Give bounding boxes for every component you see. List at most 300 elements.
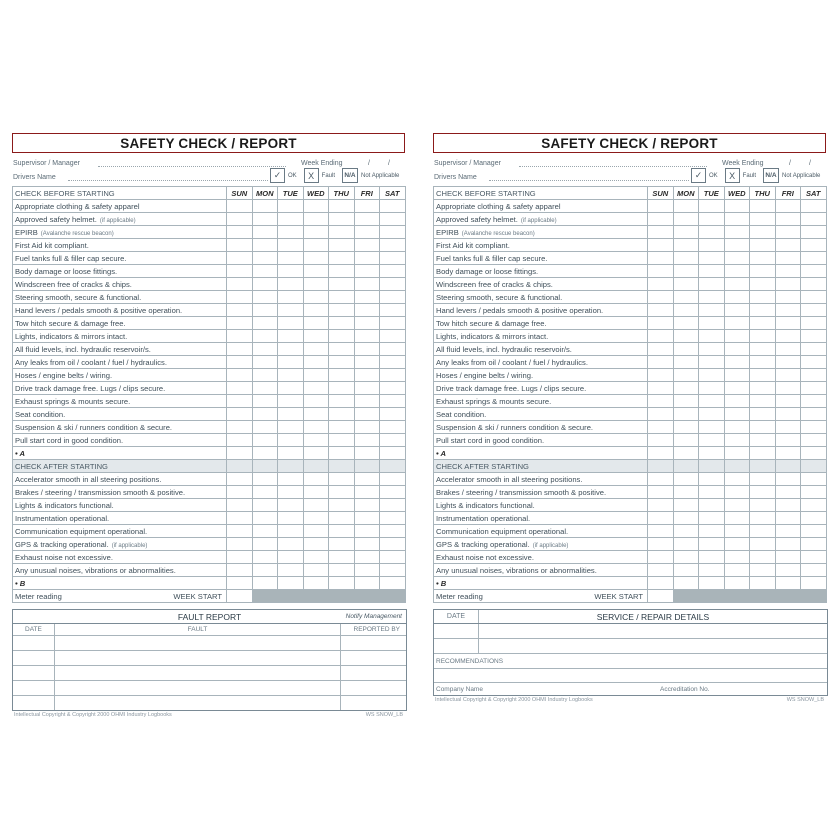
check-cell-fri[interactable] [775, 213, 801, 226]
check-cell-mon[interactable] [252, 564, 278, 577]
check-cell-mon[interactable] [673, 239, 699, 252]
check-cell-sat[interactable] [380, 278, 406, 291]
check-cell-mon[interactable] [673, 369, 699, 382]
check-cell-sun[interactable] [648, 564, 674, 577]
signoff-cell[interactable] [750, 577, 776, 590]
check-cell-tue[interactable] [278, 434, 304, 447]
check-cell-sun[interactable] [227, 512, 253, 525]
check-cell-sat[interactable] [801, 239, 827, 252]
check-cell-tue[interactable] [699, 564, 725, 577]
signoff-cell[interactable] [724, 577, 750, 590]
check-cell-sat[interactable] [380, 499, 406, 512]
signoff-cell[interactable] [724, 447, 750, 460]
check-cell-wed[interactable] [303, 265, 329, 278]
check-cell-wed[interactable] [724, 421, 750, 434]
check-cell-mon[interactable] [673, 486, 699, 499]
service-row[interactable] [434, 624, 827, 639]
signoff-cell[interactable] [648, 577, 674, 590]
check-cell-mon[interactable] [673, 291, 699, 304]
check-cell-fri[interactable] [775, 551, 801, 564]
check-cell-sat[interactable] [801, 551, 827, 564]
check-cell-thu[interactable] [750, 317, 776, 330]
check-cell-thu[interactable] [329, 551, 355, 564]
check-cell-tue[interactable] [278, 538, 304, 551]
signoff-cell[interactable] [303, 577, 329, 590]
check-cell-tue[interactable] [278, 369, 304, 382]
service-row[interactable] [434, 639, 827, 654]
check-cell-wed[interactable] [303, 369, 329, 382]
check-cell-thu[interactable] [329, 226, 355, 239]
signoff-cell[interactable] [380, 577, 406, 590]
check-cell-tue[interactable] [278, 317, 304, 330]
check-cell-tue[interactable] [278, 551, 304, 564]
check-cell-wed[interactable] [724, 317, 750, 330]
check-cell-tue[interactable] [699, 525, 725, 538]
check-cell-tue[interactable] [278, 395, 304, 408]
check-cell-mon[interactable] [673, 538, 699, 551]
check-cell-sat[interactable] [380, 512, 406, 525]
check-cell-wed[interactable] [303, 538, 329, 551]
check-cell-wed[interactable] [724, 486, 750, 499]
check-cell-wed[interactable] [303, 291, 329, 304]
check-cell-fri[interactable] [354, 343, 380, 356]
check-cell-tue[interactable] [278, 291, 304, 304]
check-cell-sat[interactable] [380, 304, 406, 317]
check-cell-wed[interactable] [303, 421, 329, 434]
check-cell-tue[interactable] [699, 486, 725, 499]
check-cell-thu[interactable] [329, 525, 355, 538]
check-cell-wed[interactable] [724, 265, 750, 278]
check-cell-mon[interactable] [673, 525, 699, 538]
signoff-cell[interactable] [673, 577, 699, 590]
check-cell-mon[interactable] [252, 265, 278, 278]
check-cell-sun[interactable] [648, 408, 674, 421]
check-cell-thu[interactable] [329, 499, 355, 512]
check-cell-tue[interactable] [699, 434, 725, 447]
check-cell-thu[interactable] [750, 356, 776, 369]
signoff-cell[interactable] [801, 577, 827, 590]
check-cell-fri[interactable] [354, 538, 380, 551]
check-cell-sat[interactable] [801, 512, 827, 525]
check-cell-fri[interactable] [354, 200, 380, 213]
check-cell-sat[interactable] [801, 343, 827, 356]
check-cell-fri[interactable] [354, 304, 380, 317]
check-cell-thu[interactable] [750, 434, 776, 447]
check-cell-sat[interactable] [801, 200, 827, 213]
check-cell-mon[interactable] [252, 304, 278, 317]
check-cell-tue[interactable] [699, 200, 725, 213]
check-cell-fri[interactable] [354, 291, 380, 304]
signoff-cell[interactable] [750, 447, 776, 460]
check-cell-mon[interactable] [673, 512, 699, 525]
check-cell-sun[interactable] [227, 343, 253, 356]
check-cell-mon[interactable] [252, 317, 278, 330]
check-cell-sat[interactable] [801, 486, 827, 499]
check-cell-thu[interactable] [750, 213, 776, 226]
check-cell-sun[interactable] [227, 434, 253, 447]
check-cell-sat[interactable] [801, 317, 827, 330]
check-cell-mon[interactable] [673, 421, 699, 434]
check-cell-sun[interactable] [648, 213, 674, 226]
check-cell-wed[interactable] [303, 486, 329, 499]
check-cell-wed[interactable] [303, 473, 329, 486]
check-cell-fri[interactable] [354, 512, 380, 525]
check-cell-tue[interactable] [699, 291, 725, 304]
check-cell-mon[interactable] [673, 226, 699, 239]
signoff-cell[interactable] [775, 447, 801, 460]
check-cell-sun[interactable] [227, 200, 253, 213]
check-cell-mon[interactable] [673, 278, 699, 291]
check-cell-wed[interactable] [724, 239, 750, 252]
check-cell-fri[interactable] [354, 382, 380, 395]
check-cell-mon[interactable] [673, 213, 699, 226]
check-cell-sun[interactable] [648, 330, 674, 343]
check-cell-sat[interactable] [380, 538, 406, 551]
check-cell-wed[interactable] [724, 369, 750, 382]
signoff-cell[interactable] [227, 577, 253, 590]
check-cell-sat[interactable] [801, 434, 827, 447]
check-cell-wed[interactable] [303, 408, 329, 421]
check-cell-sun[interactable] [648, 395, 674, 408]
check-cell-wed[interactable] [724, 551, 750, 564]
signoff-cell[interactable] [303, 447, 329, 460]
check-cell-sun[interactable] [648, 304, 674, 317]
check-cell-sun[interactable] [648, 252, 674, 265]
check-cell-sun[interactable] [648, 486, 674, 499]
check-cell-sun[interactable] [648, 551, 674, 564]
check-cell-tue[interactable] [278, 278, 304, 291]
check-cell-fri[interactable] [775, 226, 801, 239]
check-cell-thu[interactable] [750, 278, 776, 291]
check-cell-sun[interactable] [227, 317, 253, 330]
check-cell-wed[interactable] [303, 512, 329, 525]
check-cell-thu[interactable] [750, 239, 776, 252]
check-cell-thu[interactable] [329, 343, 355, 356]
check-cell-mon[interactable] [252, 382, 278, 395]
check-cell-thu[interactable] [750, 538, 776, 551]
check-cell-fri[interactable] [775, 278, 801, 291]
check-cell-wed[interactable] [724, 213, 750, 226]
check-cell-fri[interactable] [775, 382, 801, 395]
signoff-cell[interactable] [278, 447, 304, 460]
signoff-cell[interactable] [673, 447, 699, 460]
check-cell-wed[interactable] [724, 434, 750, 447]
check-cell-sun[interactable] [227, 304, 253, 317]
check-cell-sun[interactable] [227, 421, 253, 434]
check-cell-mon[interactable] [673, 265, 699, 278]
check-cell-sun[interactable] [648, 356, 674, 369]
check-cell-fri[interactable] [775, 304, 801, 317]
check-cell-tue[interactable] [278, 356, 304, 369]
check-cell-fri[interactable] [354, 239, 380, 252]
check-cell-wed[interactable] [724, 304, 750, 317]
check-cell-thu[interactable] [329, 291, 355, 304]
check-cell-sun[interactable] [227, 473, 253, 486]
check-cell-mon[interactable] [673, 343, 699, 356]
check-cell-sat[interactable] [801, 538, 827, 551]
recommendations-field[interactable] [434, 669, 827, 683]
check-cell-tue[interactable] [699, 226, 725, 239]
check-cell-wed[interactable] [724, 473, 750, 486]
check-cell-fri[interactable] [354, 499, 380, 512]
check-cell-fri[interactable] [775, 434, 801, 447]
check-cell-mon[interactable] [673, 356, 699, 369]
check-cell-sat[interactable] [380, 382, 406, 395]
check-cell-sun[interactable] [227, 330, 253, 343]
check-cell-sat[interactable] [380, 551, 406, 564]
check-cell-mon[interactable] [673, 551, 699, 564]
check-cell-mon[interactable] [252, 226, 278, 239]
check-cell-wed[interactable] [303, 226, 329, 239]
check-cell-wed[interactable] [303, 356, 329, 369]
check-cell-thu[interactable] [750, 408, 776, 421]
check-cell-tue[interactable] [699, 512, 725, 525]
check-cell-thu[interactable] [750, 473, 776, 486]
check-cell-thu[interactable] [750, 291, 776, 304]
check-cell-mon[interactable] [252, 499, 278, 512]
check-cell-tue[interactable] [699, 499, 725, 512]
check-cell-sat[interactable] [801, 564, 827, 577]
check-cell-fri[interactable] [775, 408, 801, 421]
check-cell-tue[interactable] [699, 538, 725, 551]
check-cell-sun[interactable] [648, 200, 674, 213]
check-cell-thu[interactable] [329, 408, 355, 421]
check-cell-sun[interactable] [227, 213, 253, 226]
check-cell-thu[interactable] [750, 512, 776, 525]
check-cell-wed[interactable] [724, 343, 750, 356]
fault-row[interactable] [13, 681, 406, 696]
check-cell-wed[interactable] [303, 564, 329, 577]
check-cell-mon[interactable] [252, 252, 278, 265]
check-cell-mon[interactable] [673, 304, 699, 317]
signoff-cell[interactable] [775, 577, 801, 590]
check-cell-thu[interactable] [329, 278, 355, 291]
check-cell-tue[interactable] [278, 564, 304, 577]
check-cell-tue[interactable] [699, 317, 725, 330]
check-cell-fri[interactable] [775, 200, 801, 213]
check-cell-thu[interactable] [750, 252, 776, 265]
check-cell-sun[interactable] [227, 252, 253, 265]
check-cell-sat[interactable] [801, 252, 827, 265]
check-cell-tue[interactable] [699, 395, 725, 408]
check-cell-wed[interactable] [303, 343, 329, 356]
check-cell-wed[interactable] [724, 564, 750, 577]
check-cell-mon[interactable] [252, 551, 278, 564]
check-cell-sat[interactable] [801, 382, 827, 395]
check-cell-fri[interactable] [354, 265, 380, 278]
check-cell-mon[interactable] [252, 538, 278, 551]
check-cell-thu[interactable] [329, 356, 355, 369]
check-cell-mon[interactable] [673, 330, 699, 343]
check-cell-sat[interactable] [380, 343, 406, 356]
check-cell-tue[interactable] [278, 486, 304, 499]
check-cell-tue[interactable] [278, 343, 304, 356]
check-cell-sun[interactable] [648, 343, 674, 356]
check-cell-tue[interactable] [699, 278, 725, 291]
check-cell-sat[interactable] [380, 213, 406, 226]
check-cell-tue[interactable] [278, 382, 304, 395]
check-cell-mon[interactable] [252, 421, 278, 434]
check-cell-sun[interactable] [648, 226, 674, 239]
check-cell-thu[interactable] [750, 265, 776, 278]
check-cell-fri[interactable] [775, 239, 801, 252]
check-cell-fri[interactable] [775, 317, 801, 330]
check-cell-thu[interactable] [329, 486, 355, 499]
check-cell-mon[interactable] [252, 278, 278, 291]
check-cell-thu[interactable] [750, 369, 776, 382]
check-cell-wed[interactable] [724, 499, 750, 512]
meter-input-cell[interactable] [227, 590, 253, 603]
check-cell-sun[interactable] [648, 434, 674, 447]
check-cell-sat[interactable] [380, 330, 406, 343]
check-cell-sun[interactable] [227, 525, 253, 538]
check-cell-fri[interactable] [354, 486, 380, 499]
check-cell-wed[interactable] [303, 213, 329, 226]
signoff-cell[interactable] [354, 447, 380, 460]
check-cell-sun[interactable] [227, 278, 253, 291]
check-cell-fri[interactable] [775, 473, 801, 486]
check-cell-tue[interactable] [278, 473, 304, 486]
check-cell-sun[interactable] [227, 265, 253, 278]
check-cell-sun[interactable] [648, 512, 674, 525]
check-cell-sun[interactable] [227, 369, 253, 382]
supervisor-field[interactable] [519, 166, 707, 167]
check-cell-sat[interactable] [801, 265, 827, 278]
check-cell-mon[interactable] [252, 525, 278, 538]
check-cell-wed[interactable] [303, 278, 329, 291]
check-cell-thu[interactable] [329, 421, 355, 434]
check-cell-mon[interactable] [252, 200, 278, 213]
check-cell-tue[interactable] [699, 343, 725, 356]
check-cell-sat[interactable] [801, 226, 827, 239]
check-cell-sat[interactable] [380, 252, 406, 265]
check-cell-mon[interactable] [673, 395, 699, 408]
check-cell-mon[interactable] [252, 330, 278, 343]
check-cell-fri[interactable] [354, 564, 380, 577]
check-cell-mon[interactable] [252, 473, 278, 486]
check-cell-fri[interactable] [354, 369, 380, 382]
check-cell-fri[interactable] [354, 434, 380, 447]
check-cell-mon[interactable] [252, 291, 278, 304]
check-cell-sat[interactable] [380, 434, 406, 447]
check-cell-sat[interactable] [380, 239, 406, 252]
check-cell-sat[interactable] [801, 408, 827, 421]
check-cell-tue[interactable] [278, 200, 304, 213]
check-cell-tue[interactable] [699, 382, 725, 395]
check-cell-mon[interactable] [673, 473, 699, 486]
check-cell-fri[interactable] [775, 512, 801, 525]
check-cell-fri[interactable] [354, 551, 380, 564]
check-cell-fri[interactable] [354, 356, 380, 369]
check-cell-fri[interactable] [354, 226, 380, 239]
signoff-cell[interactable] [801, 447, 827, 460]
check-cell-thu[interactable] [750, 200, 776, 213]
check-cell-thu[interactable] [329, 395, 355, 408]
check-cell-sun[interactable] [227, 382, 253, 395]
check-cell-tue[interactable] [699, 473, 725, 486]
check-cell-tue[interactable] [699, 408, 725, 421]
check-cell-wed[interactable] [303, 317, 329, 330]
check-cell-wed[interactable] [303, 200, 329, 213]
check-cell-wed[interactable] [303, 382, 329, 395]
check-cell-sun[interactable] [648, 291, 674, 304]
check-cell-wed[interactable] [303, 499, 329, 512]
check-cell-fri[interactable] [775, 421, 801, 434]
check-cell-mon[interactable] [252, 213, 278, 226]
check-cell-fri[interactable] [775, 395, 801, 408]
check-cell-sat[interactable] [801, 499, 827, 512]
check-cell-mon[interactable] [252, 486, 278, 499]
check-cell-sat[interactable] [380, 408, 406, 421]
check-cell-sun[interactable] [227, 486, 253, 499]
check-cell-thu[interactable] [750, 486, 776, 499]
check-cell-mon[interactable] [252, 395, 278, 408]
check-cell-sun[interactable] [648, 421, 674, 434]
check-cell-tue[interactable] [278, 226, 304, 239]
check-cell-sun[interactable] [227, 499, 253, 512]
check-cell-sat[interactable] [380, 226, 406, 239]
check-cell-mon[interactable] [252, 434, 278, 447]
check-cell-tue[interactable] [699, 252, 725, 265]
check-cell-mon[interactable] [252, 408, 278, 421]
check-cell-sat[interactable] [801, 213, 827, 226]
check-cell-sun[interactable] [648, 525, 674, 538]
check-cell-thu[interactable] [329, 239, 355, 252]
signoff-cell[interactable] [329, 577, 355, 590]
fault-row[interactable] [13, 696, 406, 710]
signoff-cell[interactable] [252, 577, 278, 590]
check-cell-tue[interactable] [278, 512, 304, 525]
check-cell-sat[interactable] [380, 200, 406, 213]
check-cell-sat[interactable] [801, 473, 827, 486]
check-cell-sat[interactable] [801, 291, 827, 304]
check-cell-tue[interactable] [699, 421, 725, 434]
check-cell-sat[interactable] [380, 291, 406, 304]
check-cell-sat[interactable] [380, 356, 406, 369]
check-cell-thu[interactable] [750, 551, 776, 564]
check-cell-mon[interactable] [673, 317, 699, 330]
check-cell-sat[interactable] [380, 525, 406, 538]
signoff-cell[interactable] [278, 577, 304, 590]
check-cell-mon[interactable] [252, 512, 278, 525]
check-cell-mon[interactable] [673, 382, 699, 395]
check-cell-fri[interactable] [354, 252, 380, 265]
check-cell-wed[interactable] [724, 226, 750, 239]
check-cell-wed[interactable] [724, 512, 750, 525]
check-cell-sun[interactable] [648, 382, 674, 395]
supervisor-field[interactable] [98, 166, 286, 167]
check-cell-fri[interactable] [775, 538, 801, 551]
check-cell-sun[interactable] [227, 408, 253, 421]
signoff-cell[interactable] [252, 447, 278, 460]
check-cell-fri[interactable] [775, 525, 801, 538]
check-cell-thu[interactable] [329, 512, 355, 525]
signoff-cell[interactable] [380, 447, 406, 460]
check-cell-sun[interactable] [227, 356, 253, 369]
check-cell-thu[interactable] [750, 421, 776, 434]
signoff-cell[interactable] [354, 577, 380, 590]
check-cell-thu[interactable] [750, 499, 776, 512]
check-cell-mon[interactable] [673, 252, 699, 265]
signoff-cell[interactable] [699, 577, 725, 590]
check-cell-fri[interactable] [354, 317, 380, 330]
check-cell-fri[interactable] [775, 499, 801, 512]
check-cell-thu[interactable] [329, 200, 355, 213]
check-cell-thu[interactable] [329, 538, 355, 551]
check-cell-sat[interactable] [380, 486, 406, 499]
check-cell-fri[interactable] [775, 291, 801, 304]
check-cell-thu[interactable] [750, 304, 776, 317]
